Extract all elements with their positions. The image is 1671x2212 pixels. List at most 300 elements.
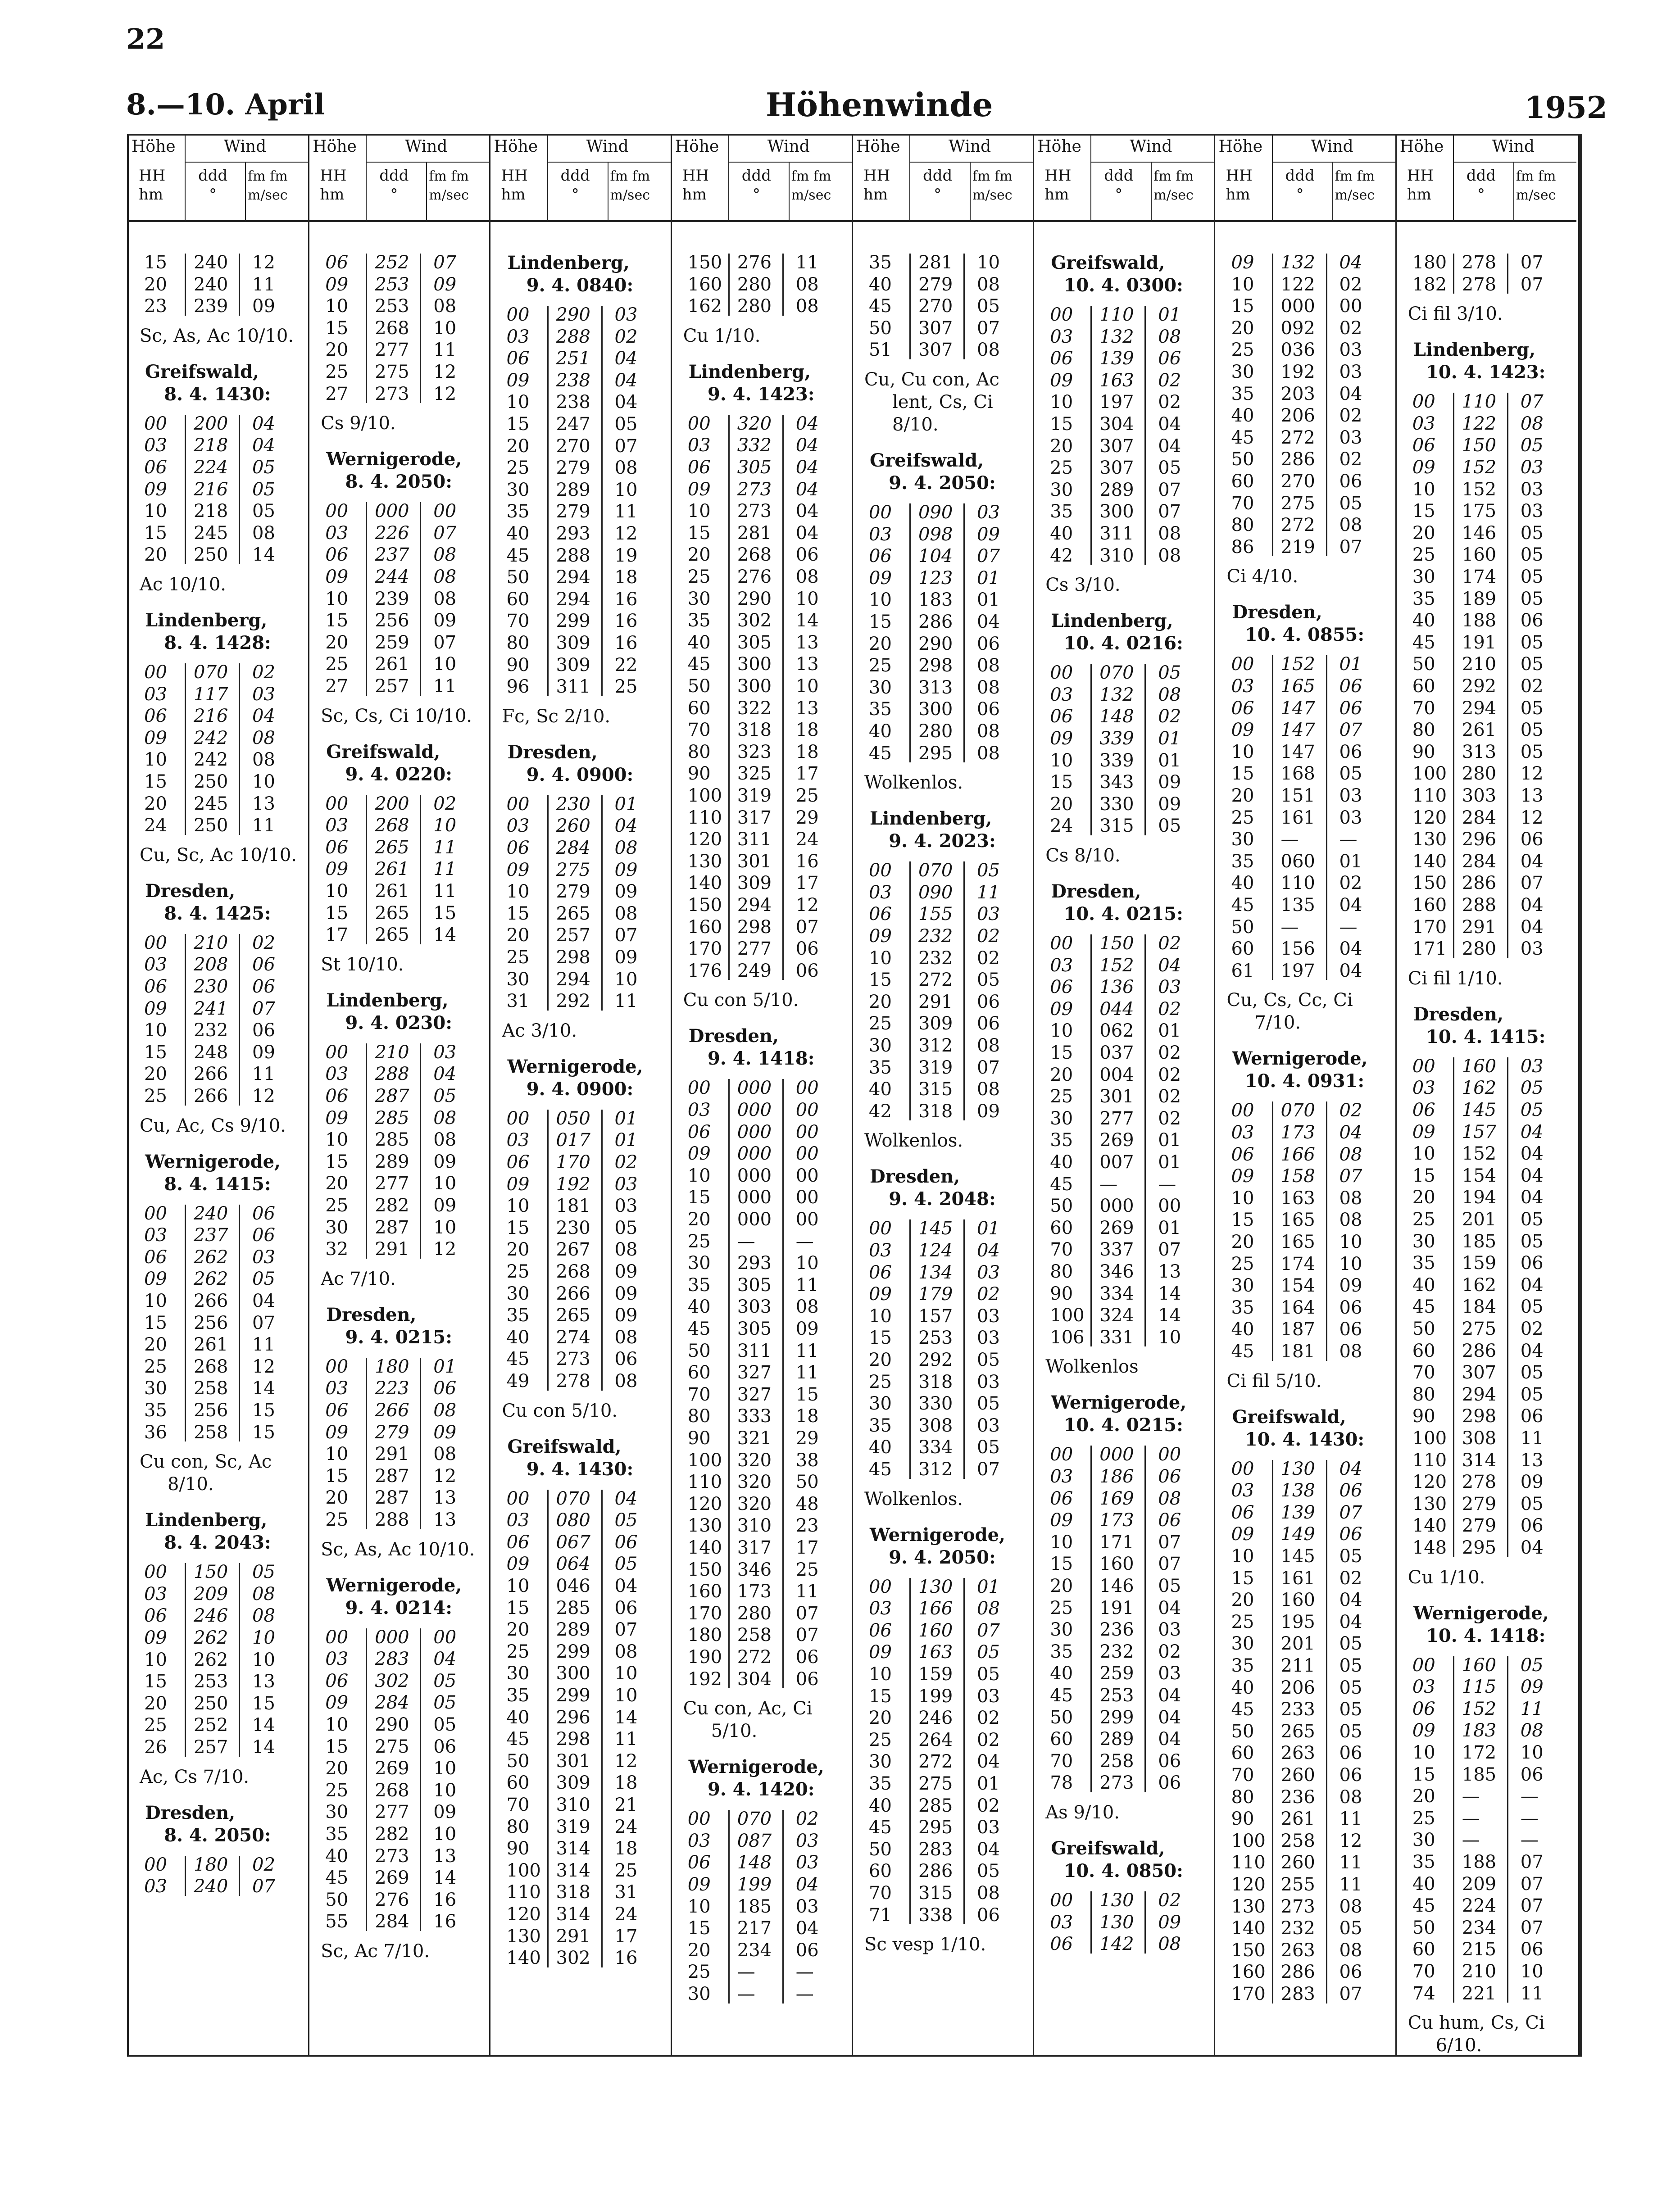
height-value: 20 [1412, 1187, 1435, 1208]
direction-value: 200 [194, 413, 228, 434]
table-row [127, 1203, 308, 1224]
speed-value: 06 [1158, 1466, 1181, 1487]
direction-value: 191 [1462, 632, 1497, 653]
table-row [1395, 566, 1576, 588]
height-value: 130 [1231, 1896, 1266, 1917]
height-value: 10 [1231, 1546, 1254, 1567]
table-row [490, 1348, 671, 1370]
speed-value: 01 [977, 1218, 1000, 1239]
header-divider [426, 162, 427, 220]
speed-value: 07 [977, 317, 1000, 339]
table-row [308, 1509, 489, 1531]
table-column [1395, 134, 1576, 2055]
speed-value: 11 [433, 880, 457, 902]
height-value: 20 [144, 544, 167, 566]
table-row [490, 589, 671, 610]
direction-value: 000 [737, 1121, 772, 1142]
direction-value: 158 [1280, 1166, 1315, 1187]
height-value: 00 [1231, 1100, 1254, 1121]
height-value: 50 [506, 1750, 530, 1772]
table-row [671, 1961, 852, 1983]
table-row [490, 1881, 671, 1903]
speed-value: 06 [433, 1378, 457, 1399]
table-row [852, 1620, 1033, 1641]
height-value: 70 [869, 1882, 892, 1904]
speed-value: 02 [1158, 392, 1181, 413]
table-row [1395, 1515, 1576, 1537]
row-separator [909, 1219, 911, 1478]
header-hoehe: Höhe [132, 137, 176, 156]
direction-value: 147 [1280, 698, 1315, 719]
station-name: Greifswald, [326, 741, 440, 762]
table-row [1395, 741, 1576, 763]
speed-value: 10 [252, 771, 275, 792]
table-row [308, 1692, 489, 1713]
speed-value: 18 [614, 567, 638, 588]
speed-value: 18 [795, 1406, 819, 1427]
cloud-observation: Ac, Cs 7/10. [140, 1766, 250, 1787]
height-value: 00 [1231, 1458, 1254, 1479]
station-datetime: 10. 4. 0850: [1063, 1860, 1183, 1881]
table-row [308, 274, 489, 295]
direction-value: 230 [556, 1217, 590, 1238]
height-value: 15 [687, 1918, 711, 1939]
height-value: 40 [506, 1707, 530, 1728]
table-row [671, 1077, 852, 1099]
table-row [490, 676, 671, 698]
speed-value: 17 [795, 763, 819, 784]
speed-value: 04 [1520, 1121, 1544, 1142]
direction-value: 151 [1280, 785, 1315, 806]
speed-value: 13 [1520, 1450, 1544, 1471]
direction-value: 070 [194, 662, 228, 683]
height-value: 40 [869, 1437, 892, 1458]
table-row [1395, 675, 1576, 697]
height-value: 00 [325, 1627, 349, 1648]
height-value: 30 [687, 588, 711, 609]
direction-value: 209 [1462, 1873, 1497, 1895]
speed-value: 05 [1339, 1546, 1362, 1567]
speed-value: 10 [252, 1627, 275, 1648]
speed-value: 12 [614, 523, 638, 544]
direction-value: 166 [918, 1598, 953, 1619]
header-divider [366, 134, 367, 220]
direction-value: — [1462, 1786, 1480, 1807]
height-value: 00 [506, 1488, 530, 1509]
table-row [490, 1261, 671, 1283]
table-row [490, 1947, 671, 1969]
speed-value: 04 [1339, 252, 1362, 273]
direction-value: 327 [737, 1384, 772, 1405]
height-value: 49 [506, 1370, 530, 1392]
station-name: Lindenberg, [507, 252, 630, 273]
table-row [490, 1816, 671, 1838]
direction-value: 320 [737, 413, 772, 434]
header-fm: fm fm m/sec [610, 168, 650, 203]
table-row [852, 1751, 1033, 1772]
direction-value: 164 [1280, 1297, 1315, 1318]
table-row [1033, 1641, 1214, 1663]
header-fm: fm fm m/sec [1153, 168, 1194, 203]
station-datetime: 9. 4. 1430: [526, 1458, 634, 1480]
station-datetime: 10. 4. 1415: [1426, 1026, 1546, 1047]
height-value: 60 [1231, 1743, 1254, 1764]
table-row [852, 1101, 1033, 1122]
speed-value: 07 [433, 522, 457, 544]
direction-value: 148 [737, 1852, 772, 1873]
speed-value: 02 [614, 326, 638, 347]
height-value: 03 [687, 1830, 711, 1851]
speed-value: 09 [252, 296, 275, 317]
table-row [308, 1107, 489, 1129]
table-row [1033, 326, 1214, 348]
height-value: 09 [325, 1692, 349, 1713]
table-row [1395, 1895, 1576, 1917]
table-row [1033, 1553, 1214, 1575]
direction-value: 288 [375, 1509, 409, 1530]
table-row [308, 1736, 489, 1758]
row-separator [1144, 1891, 1146, 1954]
row-separator [1453, 1656, 1454, 2003]
speed-value: 03 [614, 304, 638, 325]
table-row [671, 1340, 852, 1362]
table-row [308, 500, 489, 522]
speed-value: 04 [252, 706, 275, 727]
height-value: 120 [1412, 807, 1447, 828]
height-value: 45 [1050, 1174, 1073, 1195]
row-separator [963, 861, 965, 1120]
direction-value: 261 [375, 880, 409, 902]
speed-value: 07 [1520, 274, 1544, 295]
direction-value: 160 [918, 1620, 953, 1641]
direction-value: 203 [1280, 383, 1315, 404]
table-row [852, 252, 1033, 273]
header-fm: fm fm m/sec [429, 168, 469, 203]
direction-value: 273 [375, 383, 409, 404]
speed-value: 08 [614, 1239, 638, 1260]
header-ddd: ddd ° [1104, 167, 1134, 204]
height-value: 09 [869, 925, 892, 947]
direction-value: 240 [194, 252, 228, 273]
speed-value: 07 [433, 252, 457, 273]
height-value: 20 [325, 340, 349, 361]
speed-value: 04 [1339, 938, 1362, 960]
direction-value: 258 [194, 1378, 228, 1399]
height-value: 45 [1050, 1685, 1073, 1706]
direction-value: 070 [737, 1809, 772, 1830]
speed-value: 18 [614, 1772, 638, 1794]
table-row [490, 1663, 671, 1684]
direction-value: 232 [194, 1020, 228, 1041]
speed-value: 08 [1158, 326, 1181, 347]
height-value: 10 [869, 1305, 892, 1327]
direction-value: 146 [1099, 1575, 1134, 1596]
speed-value: 08 [977, 274, 1000, 295]
height-value: 100 [1412, 1428, 1447, 1449]
table-row [490, 501, 671, 522]
station-name: Lindenberg, [145, 610, 268, 631]
height-value: 00 [325, 1042, 349, 1063]
direction-value: 273 [1099, 1772, 1134, 1794]
height-value: 120 [1231, 1874, 1266, 1895]
speed-value: 03 [977, 1328, 1000, 1349]
table-row [1033, 1327, 1214, 1348]
height-value: 15 [687, 522, 711, 544]
direction-value: 201 [1280, 1633, 1315, 1654]
direction-value: 256 [194, 1400, 228, 1421]
cloud-observation: Ci fil 3/10. [1408, 304, 1503, 325]
table-row [1214, 1786, 1395, 1808]
height-value: 03 [506, 1130, 530, 1151]
table-row [1395, 544, 1576, 566]
height-value: 35 [506, 1305, 530, 1326]
height-value: 10 [506, 1196, 530, 1217]
table-row [490, 391, 671, 413]
speed-value: 03 [252, 1247, 275, 1268]
height-value: 30 [1231, 362, 1254, 382]
cloud-observation: 5/10. [711, 1721, 758, 1742]
speed-value: 08 [614, 837, 638, 858]
height-value: 20 [1412, 1786, 1435, 1807]
height-value: 60 [869, 1861, 892, 1882]
height-value: 00 [869, 860, 892, 881]
direction-value: 147 [1280, 720, 1315, 741]
speed-value: 08 [1339, 1786, 1362, 1808]
height-value: 20 [144, 1693, 167, 1714]
table-row [671, 544, 852, 566]
height-value: 20 [869, 633, 892, 654]
height-value: 06 [144, 457, 167, 478]
height-value: 10 [1231, 1188, 1254, 1209]
speed-value: 07 [1339, 1983, 1362, 2004]
speed-value: 04 [795, 1874, 819, 1895]
speed-value: — [1520, 1830, 1539, 1851]
direction-value: 132 [1099, 684, 1134, 705]
table-row [1214, 1677, 1395, 1699]
height-value: 10 [325, 1129, 349, 1151]
table-row [308, 924, 489, 946]
height-value: 35 [869, 1773, 892, 1794]
station-name: Lindenberg, [326, 989, 449, 1011]
header-ddd: ddd ° [741, 167, 772, 204]
direction-value: 313 [1462, 741, 1497, 762]
speed-value: 06 [252, 1020, 275, 1041]
speed-value: 04 [1339, 894, 1362, 916]
speed-value: 12 [795, 894, 819, 916]
direction-value: 185 [1462, 1764, 1497, 1785]
direction-value: 173 [737, 1581, 772, 1602]
direction-value: 152 [1462, 1143, 1497, 1165]
table-row [671, 763, 852, 784]
table-row [1214, 536, 1395, 558]
table-row [1214, 1940, 1395, 1961]
height-value: 80 [687, 741, 711, 762]
height-value: 09 [506, 1554, 530, 1575]
height-value: 06 [869, 904, 892, 925]
table-row [1033, 1890, 1214, 1911]
table-row [671, 872, 852, 894]
table-row [490, 1509, 671, 1531]
table-row [852, 1773, 1033, 1795]
height-value: 15 [1050, 414, 1073, 435]
table-row [1214, 427, 1395, 449]
table-row [308, 1378, 489, 1399]
speed-value: 11 [1339, 1809, 1362, 1830]
speed-value: 14 [252, 544, 275, 566]
direction-value: 285 [375, 1129, 409, 1151]
row-separator [185, 415, 186, 564]
speed-value: 02 [1339, 449, 1362, 470]
speed-value: 11 [1520, 1983, 1544, 2004]
height-value: 10 [325, 296, 349, 317]
speed-value: 16 [433, 1911, 457, 1932]
height-value: 130 [506, 1926, 541, 1947]
height-value: 06 [506, 1151, 530, 1173]
height-value: 30 [1412, 1830, 1435, 1851]
speed-value: 03 [795, 1830, 819, 1851]
cloud-observation: Wolkenlos. [864, 772, 963, 793]
speed-value: 07 [977, 1620, 1000, 1641]
direction-value: 286 [1462, 1340, 1497, 1361]
height-value: 100 [687, 1450, 722, 1471]
speed-value: 05 [1520, 435, 1544, 456]
table-row [1214, 1502, 1395, 1523]
speed-value: 29 [795, 1428, 819, 1449]
speed-value: 02 [1158, 370, 1181, 391]
speed-value: 11 [252, 1064, 275, 1085]
height-value: 170 [687, 938, 722, 960]
speed-value: 06 [252, 1203, 275, 1224]
speed-value: 04 [1158, 414, 1181, 435]
height-value: 09 [144, 998, 167, 1019]
height-value: 20 [1050, 793, 1073, 815]
height-value: 90 [687, 763, 711, 784]
speed-value: 02 [1158, 1641, 1181, 1662]
direction-value: 168 [1280, 763, 1315, 784]
row-separator [239, 934, 240, 1106]
table-row [1214, 938, 1395, 960]
height-value: 40 [1050, 1663, 1073, 1684]
direction-value: 294 [1462, 698, 1497, 719]
direction-value: 046 [556, 1575, 590, 1596]
speed-value: 04 [1520, 1143, 1544, 1165]
speed-value: 05 [614, 1554, 638, 1575]
direction-value: 311 [556, 676, 590, 698]
height-value: 15 [1231, 763, 1254, 784]
direction-value: 239 [375, 588, 409, 609]
header-divider [547, 134, 548, 220]
station-name: Dresden, [1051, 881, 1141, 902]
height-value: 45 [1231, 894, 1254, 916]
direction-value: 279 [556, 458, 590, 479]
direction-value: 272 [918, 1751, 953, 1772]
direction-value: 265 [556, 1305, 590, 1326]
direction-value: 257 [375, 675, 409, 697]
speed-value: 18 [614, 1838, 638, 1859]
speed-value: 09 [1520, 1677, 1544, 1698]
direction-value: 283 [1280, 1983, 1315, 2004]
height-value: 60 [687, 1362, 711, 1383]
height-value: 35 [325, 1823, 349, 1845]
direction-value: 299 [556, 1685, 590, 1706]
table-row [671, 1165, 852, 1187]
speed-value: 23 [795, 1515, 819, 1537]
speed-value: 04 [1339, 960, 1362, 981]
speed-value: 14 [252, 1715, 275, 1736]
speed-value: 02 [614, 1151, 638, 1173]
speed-value: 04 [977, 1240, 1000, 1261]
header-wind: Wind [1492, 137, 1535, 156]
direction-value: 253 [1099, 1685, 1134, 1706]
height-value: 03 [325, 1649, 349, 1670]
direction-value: 206 [1280, 1677, 1315, 1698]
height-value: 31 [506, 991, 530, 1012]
direction-value: 262 [194, 1649, 228, 1670]
direction-value: 183 [1462, 1720, 1497, 1741]
height-value: 10 [144, 1290, 167, 1311]
table-row [490, 969, 671, 990]
table-row [1214, 1209, 1395, 1231]
table-row [1395, 274, 1576, 295]
direction-value: 000 [1099, 1444, 1134, 1465]
station-datetime: 10. 4. 1430: [1244, 1428, 1365, 1450]
height-value: 25 [144, 1715, 167, 1736]
table-row [671, 588, 852, 610]
speed-value: 15 [433, 902, 457, 924]
direction-value: 160 [1280, 1590, 1315, 1611]
direction-value: 253 [918, 1328, 953, 1349]
direction-value: 298 [737, 916, 772, 938]
direction-value: 278 [1462, 1472, 1497, 1493]
table-row [308, 1889, 489, 1911]
speed-value: 25 [795, 785, 819, 806]
direction-value: 302 [375, 1670, 409, 1691]
direction-value: 037 [1099, 1043, 1134, 1063]
header-hoehe: Höhe [494, 137, 538, 156]
row-separator [420, 795, 421, 944]
speed-value: 11 [795, 1274, 819, 1296]
table-column [852, 134, 1034, 2055]
height-value: 70 [1412, 698, 1435, 719]
direction-value: 303 [737, 1296, 772, 1318]
direction-value: 135 [1280, 894, 1315, 916]
height-value: 15 [325, 610, 349, 631]
direction-value: 149 [1280, 1524, 1315, 1545]
direction-value: 152 [1462, 1698, 1497, 1719]
table-column [490, 134, 672, 2055]
table-row [852, 317, 1033, 339]
table-row [1395, 1471, 1576, 1493]
height-value: 06 [1231, 1502, 1254, 1523]
direction-value: 337 [1099, 1239, 1134, 1260]
speed-value: 07 [977, 1459, 1000, 1480]
table-row [1033, 1597, 1214, 1619]
table-row [1033, 1750, 1214, 1772]
height-value: 25 [506, 458, 530, 479]
direction-value: 277 [375, 1173, 409, 1194]
speed-value: 05 [252, 501, 275, 522]
direction-value: 262 [194, 1627, 228, 1648]
table-row [127, 793, 308, 815]
speed-value: 04 [1520, 1165, 1544, 1186]
speed-value: 02 [1158, 706, 1181, 727]
speed-value: 04 [1520, 1187, 1544, 1208]
table-row [671, 1143, 852, 1165]
table-row [1395, 610, 1576, 631]
direction-value: 299 [556, 1641, 590, 1662]
height-value: 06 [1050, 1488, 1073, 1509]
height-value: 25 [325, 1509, 349, 1530]
